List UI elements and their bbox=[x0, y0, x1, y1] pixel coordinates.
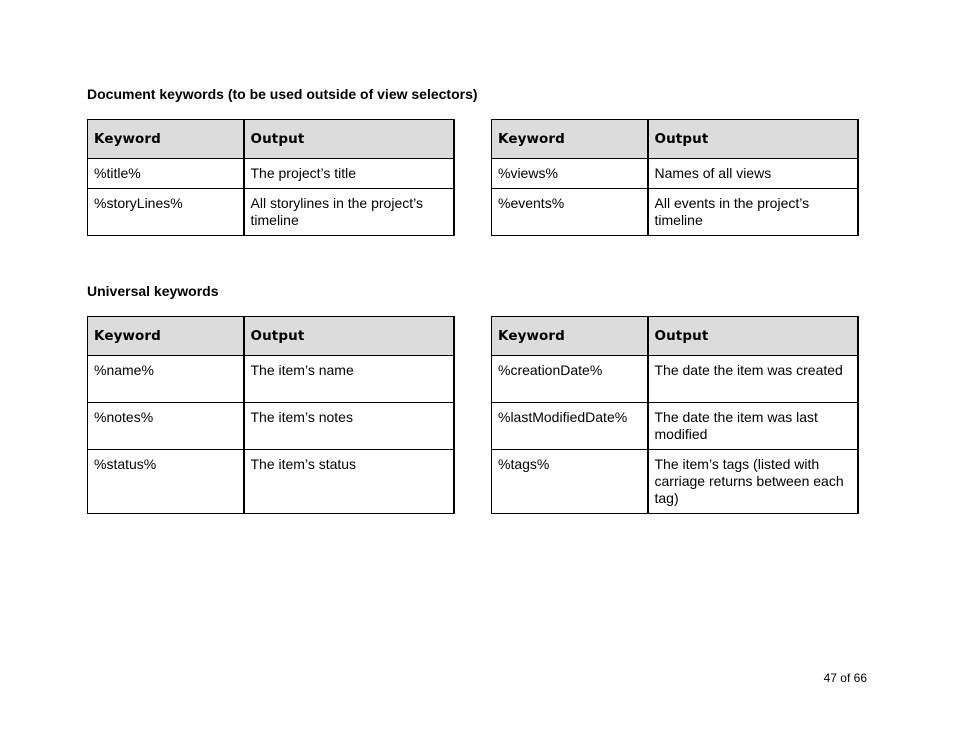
keyword-cell: %name% bbox=[88, 356, 244, 403]
table-row bbox=[492, 159, 858, 189]
table-header-row bbox=[88, 120, 454, 159]
output-cell: The item’s tags (listed with carriage returns between each tag) bbox=[648, 450, 858, 514]
table-header-row bbox=[492, 120, 858, 159]
output-cell: The item’s notes bbox=[244, 403, 454, 450]
keyword-cell: %events% bbox=[492, 189, 648, 236]
page-number: 47 of 66 bbox=[823, 671, 867, 685]
table-row bbox=[88, 403, 454, 450]
table-row bbox=[88, 189, 454, 236]
keyword-cell: %status% bbox=[88, 450, 244, 514]
output-cell: The item’s name bbox=[244, 356, 454, 403]
output-column-header: Output bbox=[648, 120, 858, 159]
keyword-cell: %notes% bbox=[88, 403, 244, 450]
output-cell: The date the item was created bbox=[648, 356, 858, 403]
output-column-header: Output bbox=[244, 317, 454, 356]
document-keywords-heading: Document keywords (to be used outside of view selectors) bbox=[87, 86, 478, 102]
table-row bbox=[88, 450, 454, 514]
document-keywords-table-right bbox=[491, 119, 859, 236]
table-row bbox=[492, 189, 858, 236]
table-header-row bbox=[492, 317, 858, 356]
output-column-header: Output bbox=[648, 317, 858, 356]
table-row bbox=[492, 356, 858, 403]
table-row bbox=[88, 356, 454, 403]
table-row bbox=[492, 450, 858, 514]
document-keywords-table-left bbox=[87, 119, 455, 236]
output-cell: The project’s title bbox=[244, 159, 454, 189]
keyword-column-header: Keyword bbox=[88, 317, 244, 356]
output-cell: Names of all views bbox=[648, 159, 858, 189]
keyword-cell: %lastModifiedDate% bbox=[492, 403, 648, 450]
keyword-cell: %title% bbox=[88, 159, 244, 189]
keyword-column-header: Keyword bbox=[88, 120, 244, 159]
output-column-header: Output bbox=[244, 120, 454, 159]
universal-keywords-table-left bbox=[87, 316, 455, 514]
output-cell: All events in the project’s timeline bbox=[648, 189, 858, 236]
universal-keywords-heading: Universal keywords bbox=[87, 283, 219, 299]
keyword-cell: %tags% bbox=[492, 450, 648, 514]
universal-keywords-table-right bbox=[491, 316, 859, 514]
keyword-cell: %creationDate% bbox=[492, 356, 648, 403]
keyword-cell: %storyLines% bbox=[88, 189, 244, 236]
table-row bbox=[88, 159, 454, 189]
keyword-cell: %views% bbox=[492, 159, 648, 189]
table-row bbox=[492, 403, 858, 450]
keyword-column-header: Keyword bbox=[492, 120, 648, 159]
keyword-column-header: Keyword bbox=[492, 317, 648, 356]
output-cell: The item’s status bbox=[244, 450, 454, 514]
table-header-row bbox=[88, 317, 454, 356]
output-cell: The date the item was last modified bbox=[648, 403, 858, 450]
output-cell: All storylines in the project’s timeline bbox=[244, 189, 454, 236]
